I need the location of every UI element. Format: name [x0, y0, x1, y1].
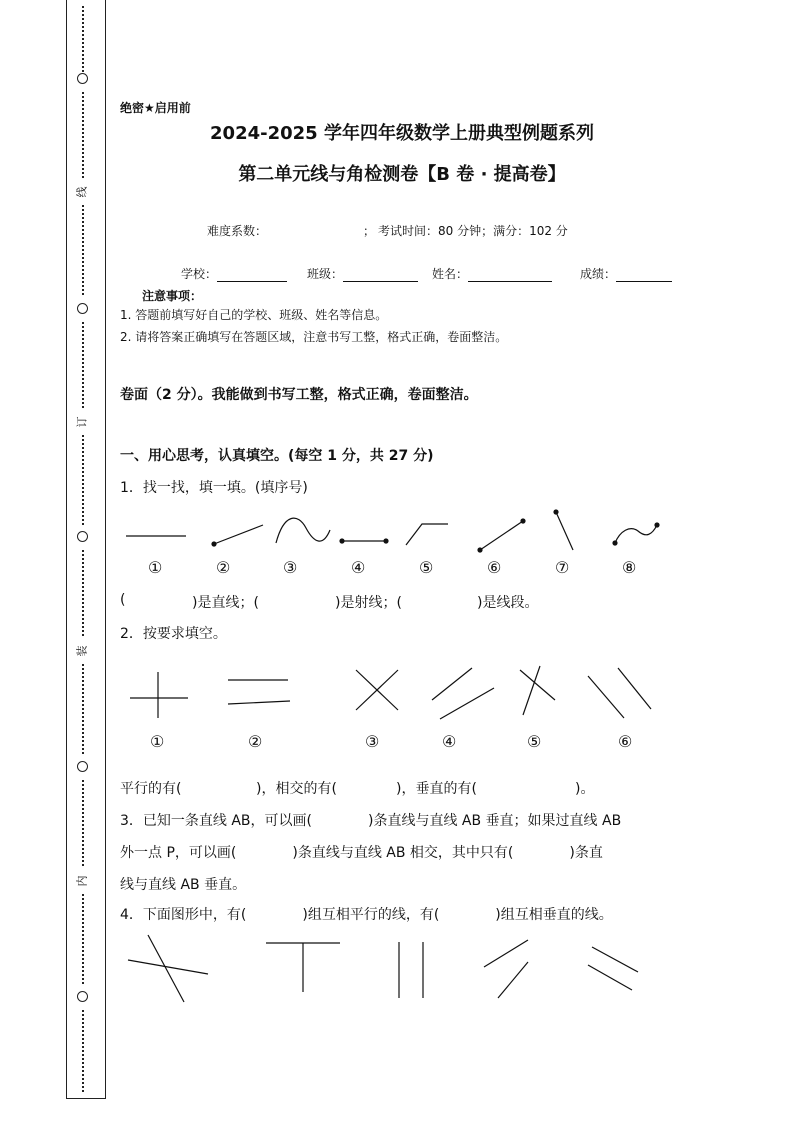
neatness-statement: 卷面（2 分）。我能做到书写工整，格式正确，卷面整洁。: [120, 387, 478, 403]
notice-heading: 注意事项：: [142, 289, 203, 303]
dotted-line: [81, 664, 85, 756]
class-label: 班级：: [307, 267, 344, 281]
time-score-info: 考试时间：80 分钟；满分：102 分: [378, 224, 568, 238]
question-3-line-3: 线与直线 AB 垂直。: [120, 877, 247, 893]
school-field[interactable]: [181, 265, 287, 282]
figure-curve-8: [615, 525, 657, 543]
endpoint: [477, 547, 482, 552]
binding-char: 线: [75, 186, 89, 198]
endpoint: [612, 540, 617, 545]
dotted-line: [81, 780, 85, 868]
notice-item: 2. 请将答案正确填写在答题区域，注意书写工整，格式正确，卷面整洁。: [120, 330, 508, 344]
score-blank[interactable]: [616, 268, 672, 282]
q2-intersect-label: )，相交的有(: [256, 781, 337, 797]
endpoint: [211, 541, 216, 546]
dotted-line: [81, 6, 85, 74]
binding-ring: [77, 531, 88, 542]
score-field[interactable]: [580, 265, 672, 282]
figure-d-bottom: [498, 962, 528, 998]
figure-4-b: [440, 688, 494, 719]
question-1-stem: 1．找一找，填一填。(填序号): [120, 480, 308, 496]
endpoint: [339, 538, 344, 543]
binding-ring: [77, 303, 88, 314]
dotted-line: [81, 435, 85, 527]
figure-label: ②: [248, 732, 263, 751]
figure-label: ⑧: [622, 558, 637, 577]
binding-ring: [77, 761, 88, 772]
q2-parallel-label: 平行的有(: [120, 781, 182, 797]
endpoint: [520, 518, 525, 523]
dotted-line: [81, 894, 85, 986]
name-blank[interactable]: [468, 268, 552, 282]
figure-6-a: [588, 676, 624, 718]
dotted-line: [81, 322, 85, 410]
endpoint: [553, 509, 558, 514]
figure-label: ③: [283, 558, 298, 577]
figure-e-bottom: [588, 965, 632, 990]
figure-label: ⑤: [527, 732, 542, 751]
dotted-line: [81, 550, 85, 638]
class-blank[interactable]: [343, 268, 418, 282]
endpoint: [383, 538, 388, 543]
dotted-line: [81, 205, 85, 297]
figure-6-b: [618, 668, 651, 709]
binding-ring: [77, 991, 88, 1002]
figure-ray-2: [214, 525, 263, 544]
q2-close-paren: )。: [575, 781, 595, 797]
q1-answer-open: (: [120, 592, 126, 608]
notice-item: 1. 答题前填写好自己的学校、班级、姓名等信息。: [120, 308, 388, 322]
q1-answer-segment-label: )是线段。: [477, 595, 539, 611]
q1-figures: [118, 505, 678, 560]
figure-2-bottom: [228, 701, 290, 704]
q2-figures: [118, 660, 678, 725]
q1-answer-line-label: )是直线；(: [192, 595, 259, 611]
score-label: 成绩：: [580, 267, 617, 281]
figure-label: ④: [442, 732, 457, 751]
question-2-stem: 2．按要求填空。: [120, 626, 227, 642]
binding-ring: [77, 73, 88, 84]
figure-label: ④: [351, 558, 366, 577]
figure-polyline-5: [406, 524, 448, 545]
figure-label: ②: [216, 558, 231, 577]
binding-char: 内: [75, 875, 89, 887]
school-blank[interactable]: [217, 268, 287, 282]
meta-separator: ；: [363, 224, 376, 238]
exam-subtitle: 第二单元线与角检测卷【B 卷 · 提高卷】: [238, 164, 566, 185]
figure-e-top: [592, 947, 638, 972]
question-3-line-2: 外一点 P，可以画( )条直线与直线 AB 相交，其中只有( )条直: [120, 845, 603, 861]
difficulty-label: 难度系数：: [207, 224, 268, 238]
figure-label: ①: [148, 558, 163, 577]
binding-char: 装: [75, 645, 89, 657]
figure-label: ⑤: [419, 558, 434, 577]
q4-figures: [118, 930, 678, 1010]
class-field[interactable]: [307, 265, 418, 282]
figure-label: ⑦: [555, 558, 570, 577]
figure-segment-6: [480, 521, 523, 550]
name-label: 姓名：: [432, 267, 469, 281]
figure-label: ①: [150, 732, 165, 751]
figure-label: ③: [365, 732, 380, 751]
figure-d-top: [484, 940, 528, 967]
figure-4-a: [432, 668, 472, 700]
confidential-mark: 绝密★启用前: [120, 101, 191, 115]
question-4-stem: 4．下面图形中，有( )组互相平行的线，有( )组互相垂直的线。: [120, 907, 613, 923]
question-3-line-1: 3．已知一条直线 AB，可以画( )条直线与直线 AB 垂直；如果过直线 AB: [120, 813, 622, 829]
figure-ray-7: [556, 512, 573, 550]
figure-label: ⑥: [487, 558, 502, 577]
section-title: 一、用心思考，认真填空。(每空 1 分，共 27 分): [120, 448, 434, 464]
binding-char: 订: [75, 416, 89, 428]
figure-curve-3: [276, 518, 330, 543]
name-field[interactable]: [432, 265, 552, 282]
dotted-line: [81, 1010, 85, 1094]
exam-title: 2024-2025 学年四年级数学上册典型例题系列: [210, 123, 594, 144]
endpoint: [654, 522, 659, 527]
q2-perpendicular-label: )，垂直的有(: [396, 781, 477, 797]
school-label: 学校：: [181, 267, 218, 281]
figure-5-b: [523, 666, 540, 715]
q1-answer-ray-label: )是射线；(: [335, 595, 402, 611]
figure-label: ⑥: [618, 732, 633, 751]
